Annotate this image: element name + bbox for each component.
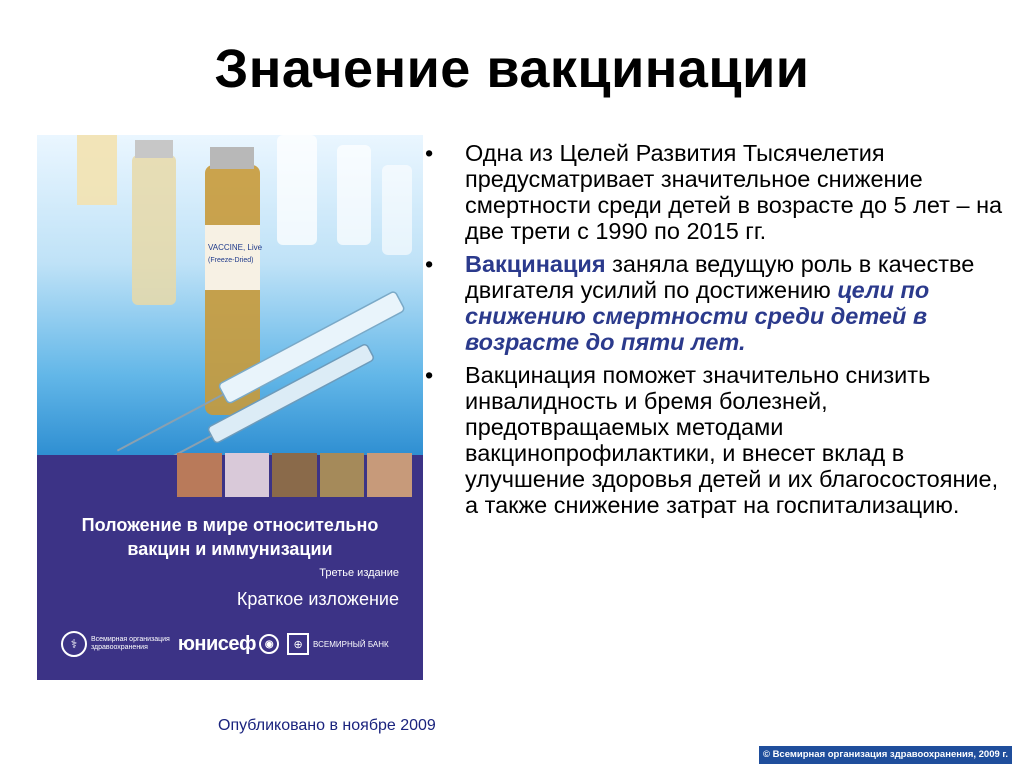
bullet-icon: •	[425, 362, 434, 388]
bullet-icon: •	[425, 140, 434, 166]
vial-label-2: (Freeze-Dried)	[208, 257, 254, 264]
who-logo: ⚕ Всемирная организация здравоохранения	[61, 631, 170, 657]
bullet-item-2: • Вакцинация заняла ведущую роль в качестве двигателя усилий по достижению цели по снижению смертности среди детей в возрасте до пяти лет.	[425, 251, 975, 355]
vaccine-vials-photo	[37, 135, 423, 455]
unicef-logo: юнисеф ◉	[178, 633, 279, 656]
worldbank-logo: ⊕ ВСЕМИРНЫЙ БАНК	[287, 633, 389, 655]
worldbank-emblem-icon: ⊕	[287, 633, 309, 655]
cover-title: Положение в мире относительно вакцин и иммунизации	[81, 515, 379, 559]
report-cover-image	[37, 135, 423, 680]
slide-title: Значение вакцинации	[214, 39, 810, 99]
bullet-icon: •	[425, 251, 434, 277]
unicef-emblem-icon: ◉	[259, 634, 279, 654]
cover-subtitle: Краткое изложение	[236, 589, 399, 609]
copyright-bar: © Всемирная организация здравоохранения, 2009 г.	[759, 746, 1012, 764]
bullet-item-1: • Одна из Целей Развития Тысячелетия предусматривает значительное снижение смертности среди детей в возрасте до 5 лет – на две трети с 1990 по 2015 гг.	[425, 140, 1003, 244]
vial-label: VACCINE, Live	[208, 243, 263, 252]
cover-photo-strip	[177, 453, 412, 497]
publication-caption: Опубликовано в ноябре 2009	[218, 717, 436, 734]
bullet-list	[425, 140, 1005, 525]
cover-logos	[61, 627, 401, 661]
cover-edition: Третье издание	[319, 567, 399, 579]
bullet-item-3: • Вакцинация поможет значительно снизить инвалидность и бремя болезней, предотвращаемых методами вакцинопрофилактики, и внесет вклад в улучшение здоровья детей и их благосостояние, а также снижение затрат на госпитализацию.	[425, 362, 999, 518]
who-emblem-icon: ⚕	[61, 631, 87, 657]
